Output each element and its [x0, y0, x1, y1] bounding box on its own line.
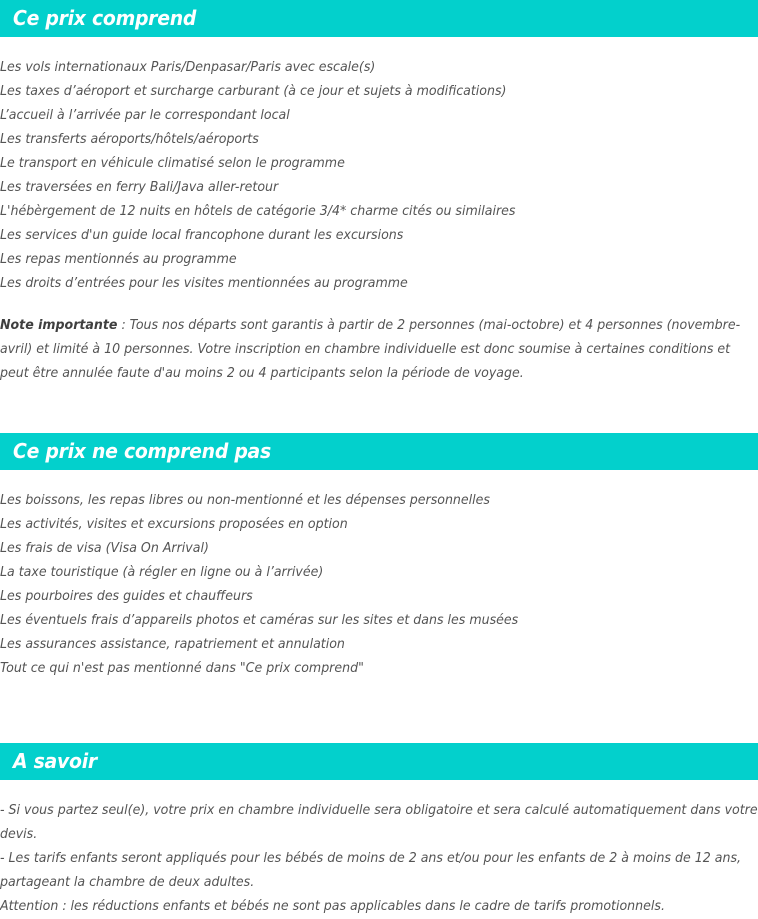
list-item: Les droits d’entrées pour les visites mentionnées au programme: [0, 276, 408, 291]
list-item: Les frais de visa (Visa On Arrival): [0, 541, 209, 556]
section-body-to-know: [0, 799, 758, 919]
section-title-included: Ce prix comprend: [13, 6, 197, 31]
to-know-paragraph: Attention : les réductions enfants et bébés ne sont pas applicables dans le cadre de tarifs promotionnels.: [0, 899, 665, 914]
list-item: Les transferts aéroports/hôtels/aéroports: [0, 132, 259, 147]
spacer: [0, 37, 758, 56]
section-header-not-included: [0, 433, 758, 470]
list-item: Les pourboires des guides et chauffeurs: [0, 589, 253, 604]
list-item: Les activités, visites et excursions proposées en option: [0, 517, 348, 532]
list-item: Les vols internationaux Paris/Denpasar/Paris avec escale(s): [0, 60, 376, 75]
list-item: Tout ce qui n'est pas mentionné dans "Ce prix comprend": [0, 661, 364, 676]
section-title-to-know: A savoir: [13, 749, 97, 774]
spacer: [0, 296, 758, 314]
list-item: Les traversées en ferry Bali/Java aller-retour: [0, 180, 279, 195]
to-know-paragraph: - Les tarifs enfants seront appliqués pour les bébés de moins de 2 ans et/ou pour les enfants de 2 à moins de 12 ans, partageant la chambre de deux adultes.: [0, 851, 741, 890]
important-note-text: : Tous nos départs sont garantis à partir de 2 personnes (mai-octobre) et 4 personnes (novembre-avril) et limité à 10 personnes. Votre inscription en chambre individuelle est donc soumise à certaines conditions et peut être annulée faute d'au moins 2 ou 4 participants selon la période de voyage.: [0, 318, 741, 381]
section-title-not-included: Ce prix ne comprend pas: [13, 439, 271, 464]
section-header-to-know: [0, 743, 758, 780]
section-body-included: [0, 56, 758, 386]
to-know-paragraph: - Si vous partez seul(e), votre prix en chambre individuelle sera obligatoire et sera calculé automatiquement dans votre devis.: [0, 803, 758, 842]
list-item: L'hébèrgement de 12 nuits en hôtels de catégorie 3/4* charme cités ou similaires: [0, 204, 516, 219]
important-note: [0, 314, 758, 386]
list-item: Les taxes d’aéroport et surcharge carburant (à ce jour et sujets à modifications): [0, 84, 507, 99]
list-item: Les éventuels frais d’appareils photos et caméras sur les sites et dans les musées: [0, 613, 519, 628]
spacer: [0, 681, 758, 743]
spacer: [0, 470, 758, 489]
list-item: L’accueil à l’arrivée par le correspondant local: [0, 108, 290, 123]
list-item: Les services d'un guide local francophone durant les excursions: [0, 228, 404, 243]
list-item: Les repas mentionnés au programme: [0, 252, 237, 267]
not-included-item-list: [0, 489, 758, 681]
list-item: Les boissons, les repas libres ou non-mentionné et les dépenses personnelles: [0, 493, 490, 508]
important-note-label: Note importante: [0, 318, 118, 333]
section-header-included: [0, 0, 758, 37]
included-item-list: [0, 56, 758, 296]
section-body-not-included: [0, 489, 758, 681]
spacer: [0, 780, 758, 799]
list-item: Le transport en véhicule climatisé selon le programme: [0, 156, 345, 171]
list-item: La taxe touristique (à régler en ligne ou à l’arrivée): [0, 565, 324, 580]
spacer: [0, 386, 758, 433]
list-item: Les assurances assistance, rapatriement et annulation: [0, 637, 345, 652]
